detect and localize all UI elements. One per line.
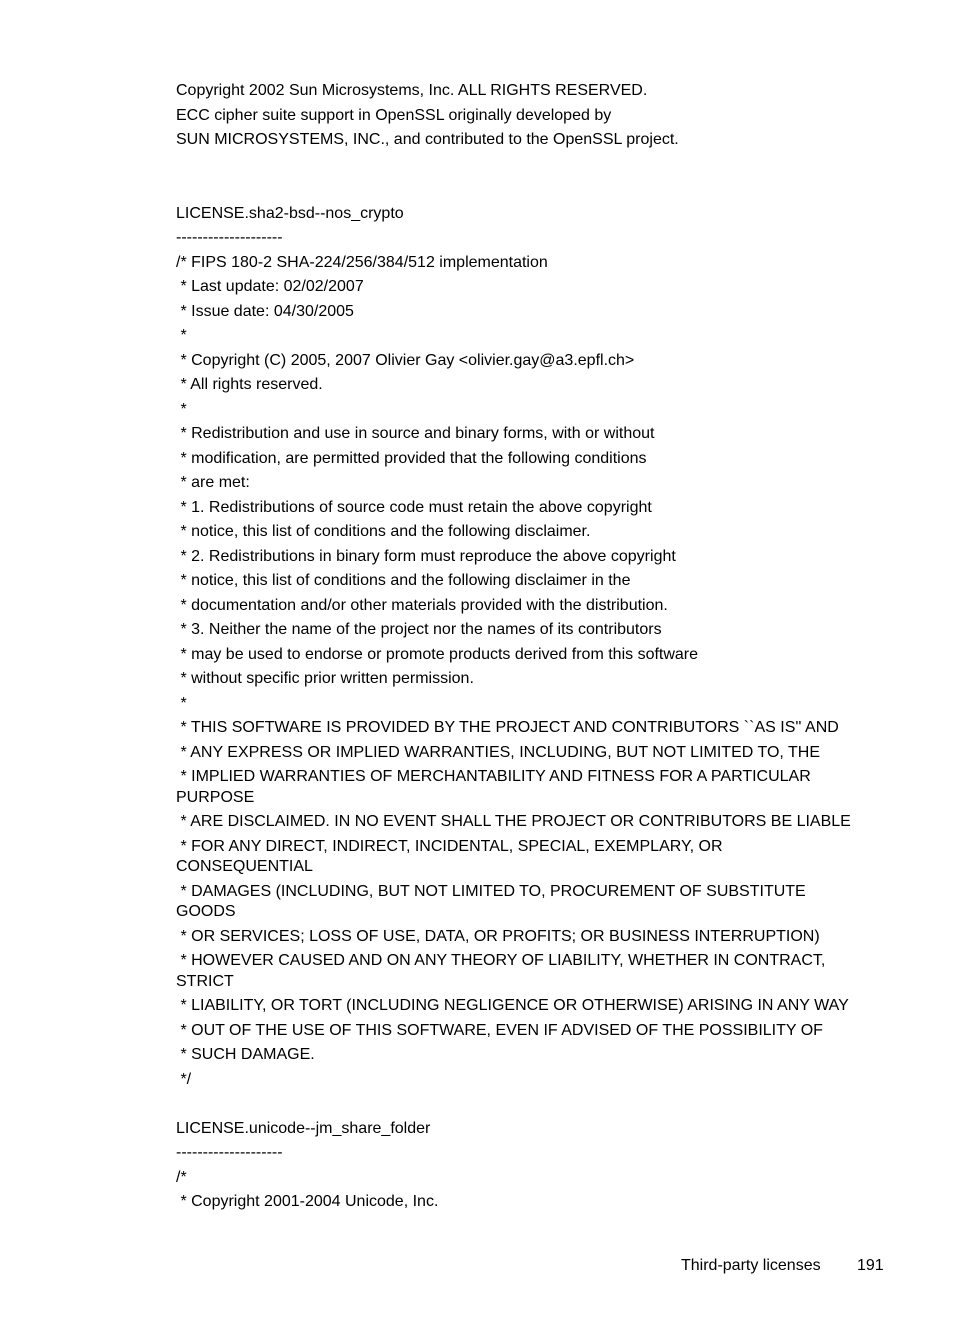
text-line: -------------------- xyxy=(176,229,283,246)
text-line: * notice, this list of conditions and the following disclaimer. xyxy=(176,523,591,540)
text-line: * documentation and/or other materials provided with the distribution. xyxy=(176,596,668,614)
text-line: * Copyright (C) 2005, 2007 Olivier Gay <olivier.gay@a3.epfl.ch> xyxy=(176,351,635,369)
text-line: * IMPLIED WARRANTIES OF MERCHANTABILITY AND FITNESS FOR A PARTICULAR PURPOSE xyxy=(176,768,811,806)
page-number: 191 xyxy=(857,1257,884,1274)
text-line: * OUT OF THE USE OF THIS SOFTWARE, EVEN IF ADVISED OF THE POSSIBILITY OF xyxy=(176,1021,823,1039)
text-line: * notice, this list of conditions and the following disclaimer in the xyxy=(176,572,631,589)
text-line: ECC cipher suite support in OpenSSL originally developed by xyxy=(176,106,612,124)
text-line: * xyxy=(176,694,187,712)
text-line: * FOR ANY DIRECT, INDIRECT, INCIDENTAL, SPECIAL, EXEMPLARY, OR CONSEQUENTIAL xyxy=(176,837,723,875)
text-line xyxy=(176,1092,876,1117)
text-line: * LIABILITY, OR TORT (INCLUDING NEGLIGENCE OR OTHERWISE) ARISING IN ANY WAY xyxy=(176,997,849,1014)
text-line: LICENSE.sha2-bsd--nos_crypto xyxy=(176,204,404,222)
text-line: * SUCH DAMAGE. xyxy=(176,1046,315,1063)
text-line: * xyxy=(176,400,187,418)
text-line: * without specific prior written permission. xyxy=(176,670,474,687)
text-line: * ANY EXPRESS OR IMPLIED WARRANTIES, INCLUDING, BUT NOT LIMITED TO, THE xyxy=(176,743,820,761)
text-line: * THIS SOFTWARE IS PROVIDED BY THE PROJECT AND CONTRIBUTORS ``AS IS'' AND xyxy=(176,719,839,736)
text-line: LICENSE.unicode--jm_share_folder xyxy=(176,1119,431,1137)
text-line: * may be used to endorse or promote products derived from this software xyxy=(176,645,699,663)
license-text-body xyxy=(176,79,876,1215)
footer-section-title: Third-party licenses xyxy=(681,1257,821,1274)
text-line: * 3. Neither the name of the project nor the names of its contributors xyxy=(176,621,662,638)
text-line: /* xyxy=(176,1168,187,1186)
text-line: * ARE DISCLAIMED. IN NO EVENT SHALL THE PROJECT OR CONTRIBUTORS BE LIABLE xyxy=(176,813,851,830)
text-line: * Redistribution and use in source and binary forms, with or without xyxy=(176,425,655,442)
text-line: * Issue date: 04/30/2005 xyxy=(176,302,354,320)
text-line: * OR SERVICES; LOSS OF USE, DATA, OR PROFITS; OR BUSINESS INTERRUPTION) xyxy=(176,927,820,945)
text-line: SUN MICROSYSTEMS, INC., and contributed to the OpenSSL project. xyxy=(176,131,679,148)
text-line: * xyxy=(176,327,187,344)
text-line: * DAMAGES (INCLUDING, BUT NOT LIMITED TO, PROCUREMENT OF SUBSTITUTE GOODS xyxy=(176,882,806,920)
text-line: * modification, are permitted provided that the following conditions xyxy=(176,449,647,467)
text-line: * HOWEVER CAUSED AND ON ANY THEORY OF LIABILITY, WHETHER IN CONTRACT, STRICT xyxy=(176,952,826,990)
text-line: /* FIPS 180-2 SHA-224/256/384/512 implementation xyxy=(176,253,548,271)
text-line xyxy=(176,177,876,202)
text-line: */ xyxy=(176,1070,192,1088)
text-line: Copyright 2002 Sun Microsystems, Inc. ALL RIGHTS RESERVED. xyxy=(176,82,648,99)
text-line: * are met: xyxy=(176,474,250,491)
text-line: * Copyright 2001-2004 Unicode, Inc. xyxy=(176,1193,439,1210)
text-line xyxy=(176,153,876,178)
text-line: * All rights reserved. xyxy=(176,376,323,393)
text-line: * Last update: 02/02/2007 xyxy=(176,278,364,295)
text-line: * 1. Redistributions of source code must retain the above copyright xyxy=(176,498,652,516)
text-line: * 2. Redistributions in binary form must reproduce the above copyright xyxy=(176,547,676,565)
text-line: -------------------- xyxy=(176,1144,283,1161)
